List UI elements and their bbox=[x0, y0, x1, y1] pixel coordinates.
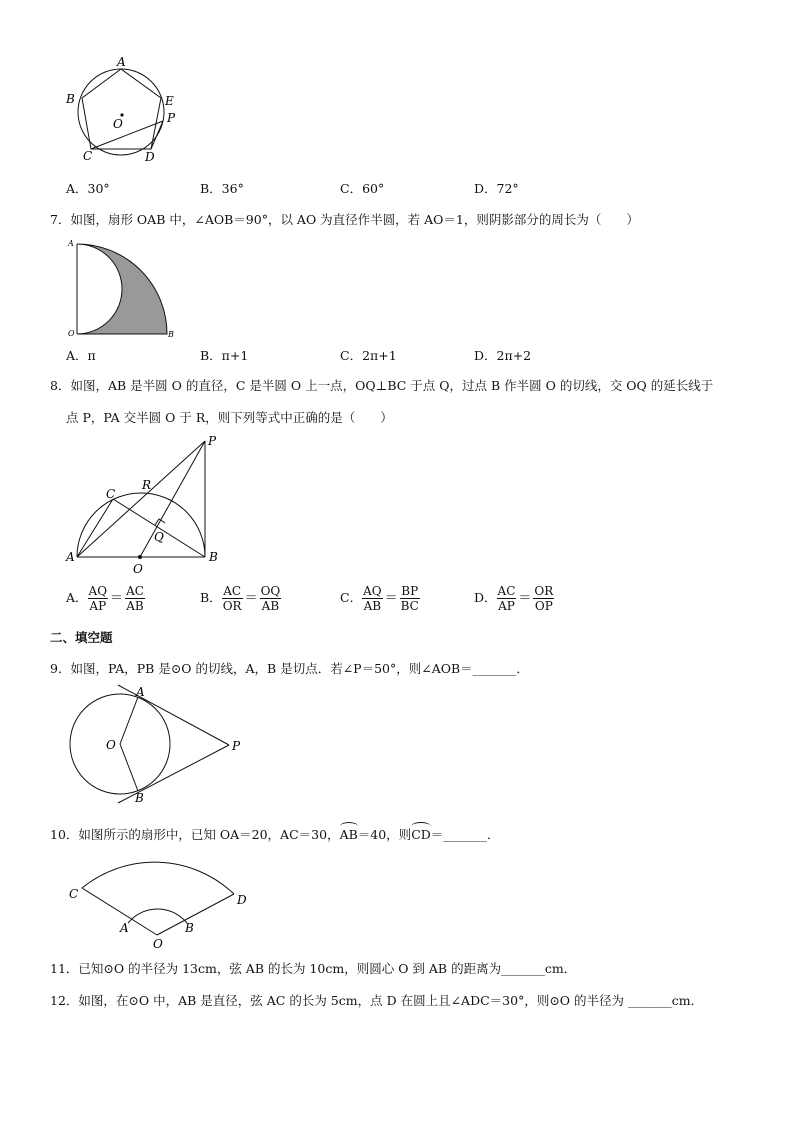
q8-line-cb bbox=[113, 499, 205, 557]
q10-question: 10．如图所示的扇形中，已知 OA＝20，AC＝30，AB＝40，则CD＝_______． bbox=[50, 823, 500, 843]
q9-label-b: B bbox=[135, 791, 144, 805]
q8-option-b: B． $\frac{AC}{OR}$ ＝ $\frac{OQ}{AB}$ bbox=[200, 584, 281, 613]
q10-figure bbox=[64, 846, 264, 954]
q8-option-a: A． $\frac{AQ}{AP}$ ＝ $\frac{AC}{AB}$ bbox=[66, 584, 144, 613]
q10-label-d: D bbox=[237, 893, 247, 907]
q6-option-b: B．36° bbox=[200, 181, 244, 196]
q6-label-b: B bbox=[66, 92, 75, 106]
section-title-fill-in: 二、填空题 bbox=[50, 630, 113, 645]
q10-label-b: B bbox=[185, 921, 194, 935]
q8-label-a: A bbox=[66, 550, 75, 564]
q8-semicircle bbox=[77, 493, 205, 557]
q7-option-d: D．2π+2 bbox=[474, 348, 532, 363]
q8-label-c: C bbox=[106, 487, 116, 501]
q9-radius-oa bbox=[120, 697, 138, 744]
q7-option-c: C．2π+1 bbox=[340, 348, 397, 363]
q9-radius-ob bbox=[120, 744, 138, 791]
q8-question-line1: 8．如图，AB 是半圆 O 的直径，C 是半圆 O 上一点，OQ⊥BC 于点 Q，过点 B 作半圆 O 的切线，交 OQ 的延长线于 bbox=[50, 378, 714, 393]
q9-label-o: O bbox=[106, 738, 116, 752]
q8-option-c-frac1: $\frac{AQ}{AB}$ bbox=[363, 584, 382, 613]
q6-figure bbox=[60, 55, 190, 170]
q6-label-a: A bbox=[117, 55, 126, 69]
q8-label-o: O bbox=[133, 562, 143, 576]
q6-label-d: D bbox=[145, 150, 155, 164]
q8-option-c: C． $\frac{AQ}{AB}$ ＝ $\frac{BP}{BC}$ bbox=[340, 584, 419, 613]
q8-option-d-frac2: $\frac{OR}{OP}$ bbox=[534, 584, 554, 613]
q8-line-op bbox=[140, 441, 205, 557]
q8-question-line2: 点 P，PA 交半圆 O 于 R，则下列等式中正确的是（ ） bbox=[66, 410, 393, 425]
q8-option-a-frac2: $\frac{AC}{AB}$ bbox=[126, 584, 144, 613]
q9-figure bbox=[60, 684, 250, 808]
q6-label-p: P bbox=[167, 111, 176, 125]
q8-label-q: Q bbox=[154, 530, 164, 544]
q8-option-b-frac1: $\frac{AC}{OR}$ bbox=[222, 584, 242, 613]
q8-label-p: P bbox=[208, 434, 217, 448]
q9-tangent-pa bbox=[118, 685, 229, 745]
q7-label-a: A bbox=[68, 239, 74, 248]
q6-label-e: E bbox=[165, 94, 174, 108]
q6-option-c: C．60° bbox=[340, 181, 385, 196]
q7-option-a: A．π bbox=[66, 348, 96, 363]
q7-shaded-region bbox=[77, 244, 167, 334]
q7-question: 7．如图，扇形 OAB 中，∠AOB＝90°，以 AO 为直径作半圆，若 AO＝1，则阴影部分的周长为（ ） bbox=[50, 212, 639, 227]
q12-question: 12．如图，在⊙O 中，AB 是直径，弦 AC 的长为 5cm，点 D 在圆上且∠ADC＝30°，则⊙O 的半径为 _______cm． bbox=[50, 993, 704, 1008]
q9-label-p: P bbox=[232, 739, 241, 753]
q9-label-a: A bbox=[136, 685, 145, 699]
q11-question: 11．已知⊙O 的半径为 13cm，弦 AB 的长为 10cm，则圆心 O 到 AB 的距离为_______cm． bbox=[50, 961, 577, 976]
q8-label-r: R bbox=[142, 478, 152, 492]
q10-arc-cd: CD bbox=[411, 823, 431, 843]
q8-label-b: B bbox=[209, 550, 218, 564]
q8-option-d-frac1: $\frac{AC}{AP}$ bbox=[497, 584, 516, 613]
q6-label-c: C bbox=[83, 149, 93, 163]
q6-option-a: A．30° bbox=[66, 181, 110, 196]
q8-line-pa bbox=[77, 441, 205, 557]
q10-arc-ab: AB bbox=[340, 823, 358, 843]
q7-option-b: B．π+1 bbox=[200, 348, 249, 363]
q6-option-d: D．72° bbox=[474, 181, 519, 196]
q8-figure bbox=[60, 433, 230, 578]
q7-figure bbox=[62, 234, 182, 340]
q8-option-c-frac2: $\frac{BP}{BC}$ bbox=[400, 584, 419, 613]
q7-label-o: O bbox=[68, 329, 75, 338]
q9-question: 9．如图，PA，PB 是⊙O 的切线，A，B 是切点．若∠P＝50°，则∠AOB＝_______． bbox=[50, 661, 529, 676]
q8-option-a-frac1: $\frac{AQ}{AP}$ bbox=[88, 584, 108, 613]
q6-label-o: O bbox=[113, 117, 123, 131]
q10-outer-arc bbox=[82, 862, 234, 894]
q10-label-c: C bbox=[69, 887, 79, 901]
q10-label-o: O bbox=[153, 937, 163, 951]
q6-circle bbox=[78, 69, 164, 155]
q8-option-b-frac2: $\frac{OQ}{AB}$ bbox=[260, 584, 281, 613]
q7-label-b: B bbox=[168, 330, 174, 339]
q8-center-dot bbox=[138, 555, 142, 559]
q10-label-a: A bbox=[120, 921, 129, 935]
q8-option-d: D． $\frac{AC}{AP}$ ＝ $\frac{OR}{OP}$ bbox=[474, 584, 554, 613]
q10-inner-arc bbox=[128, 909, 187, 923]
q10-radius-right bbox=[157, 894, 234, 935]
q8-line-ac bbox=[77, 499, 113, 557]
